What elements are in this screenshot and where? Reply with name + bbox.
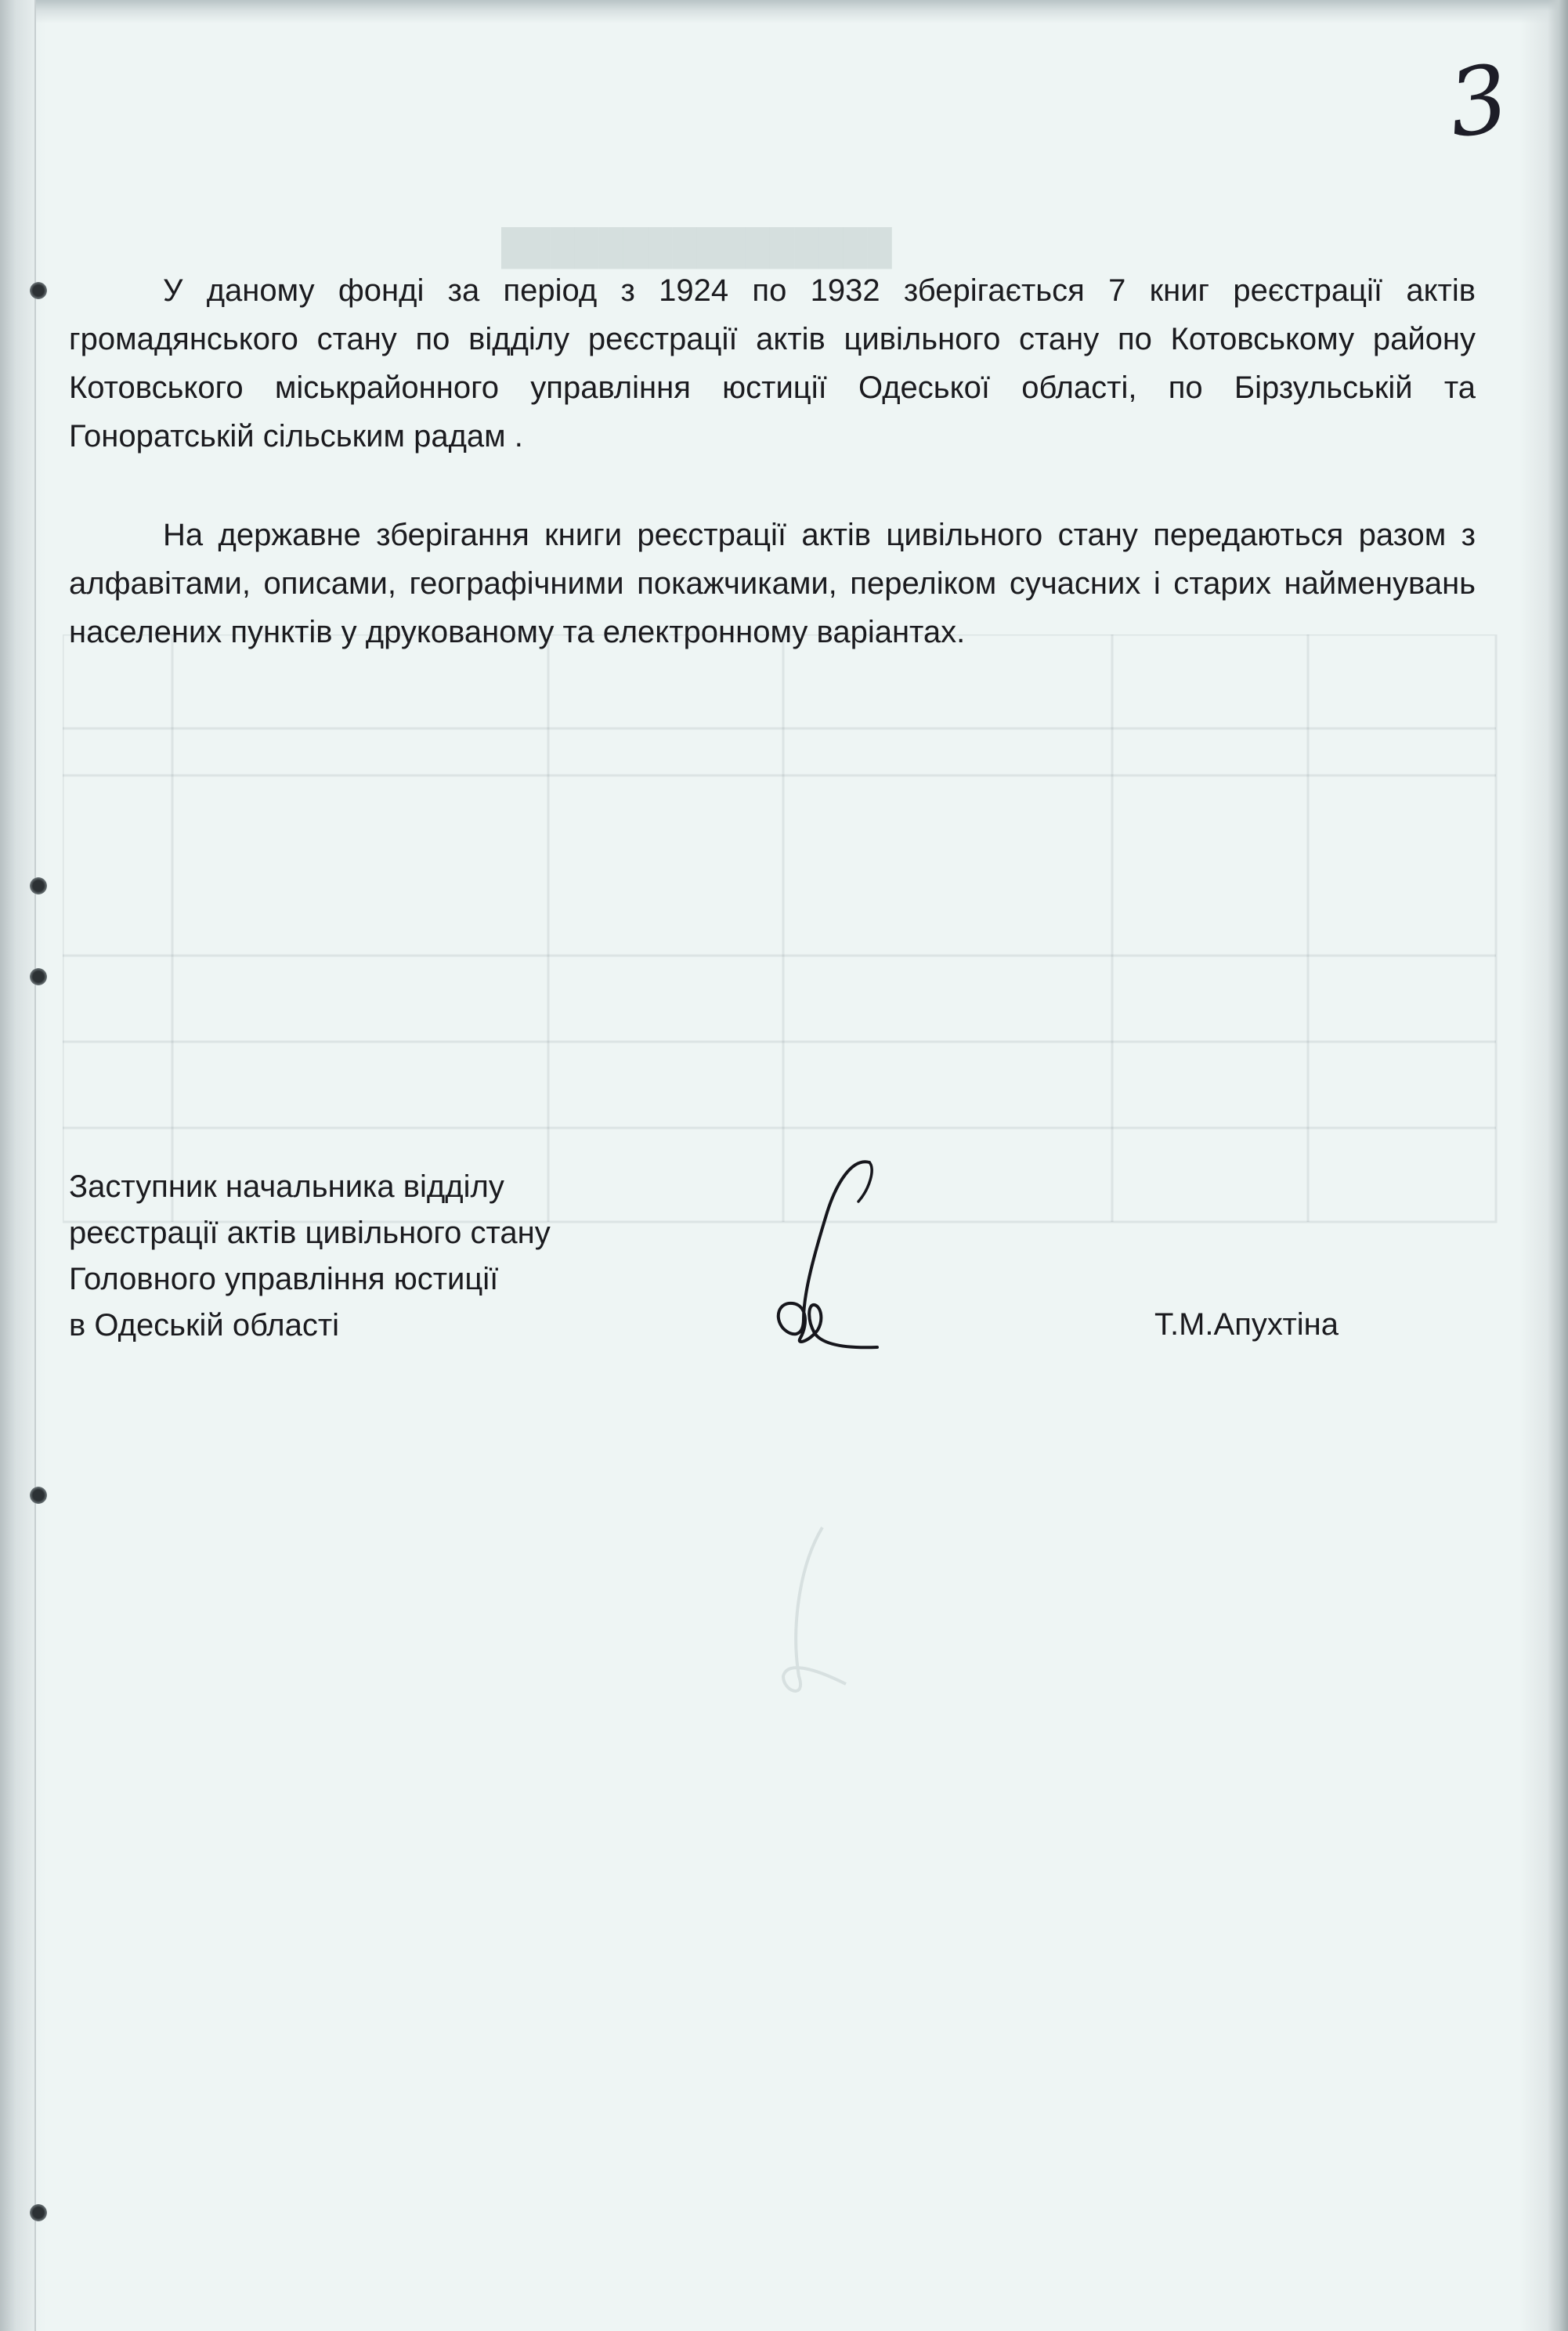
signatory-title-line-1: Заступник начальника відділу <box>69 1169 504 1204</box>
binding-hole <box>30 2204 47 2221</box>
signatory-title-block <box>69 1164 551 1349</box>
show-through-signature <box>768 1520 862 1708</box>
handwritten-signature <box>752 1151 885 1355</box>
binding-edge <box>0 0 36 2331</box>
binding-hole <box>30 1487 47 1504</box>
binding-hole <box>30 877 47 894</box>
show-through-table <box>63 634 1504 1230</box>
document-body <box>69 266 1476 707</box>
show-through-heading: ████████████████ <box>501 228 892 266</box>
signatory-title-line-3: Головного управління юстиції <box>69 1262 499 1296</box>
signatory-name: Т.М.Апухтіна <box>1154 1307 1339 1342</box>
page-right-edge <box>1548 0 1568 2331</box>
handwritten-page-number: 3 <box>1441 43 1516 159</box>
body-paragraph-1: У даному фонді за період з 1924 по 1932 зберігається 7 книг реєстрації актів громадянського стану по відділу реєстрації актів цивільного стану по Котовському району Котовського міськрайонного управління юстиції Одеської області, по Бірзульській та Гоноратській сільським радам . <box>69 273 1476 454</box>
binding-hole <box>30 968 47 985</box>
binding-hole <box>30 282 47 299</box>
body-paragraph-2: На державне зберігання книги реєстрації актів цивільного стану передаються разом з алфавітами, описами, географічними покажчиками, переліком сучасних і старих найменувань населених пунктів у друкованому та електронному варіантах. <box>69 518 1476 649</box>
signatory-title-line-2: реєстрації актів цивільного стану <box>69 1216 551 1250</box>
page-top-edge <box>0 0 1568 23</box>
signatory-title-line-4: в Одеській області <box>69 1308 340 1343</box>
